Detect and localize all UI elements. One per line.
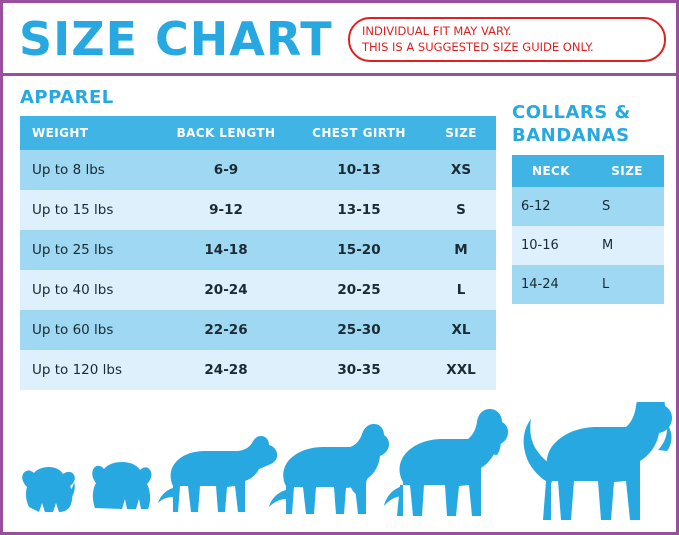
table-row bbox=[20, 270, 496, 310]
cell-back-length: 6-9 bbox=[160, 150, 292, 190]
table-row bbox=[20, 350, 496, 390]
cell-chest-girth: 20-25 bbox=[292, 270, 426, 310]
cell-size: XXL bbox=[426, 350, 496, 390]
table-row bbox=[512, 226, 664, 265]
disclaimer-text bbox=[362, 23, 662, 55]
cell-size: XS bbox=[426, 150, 496, 190]
cell-neck: 6-12 bbox=[512, 187, 590, 226]
table-row bbox=[20, 310, 496, 350]
table-row bbox=[20, 230, 496, 270]
cell-size: S bbox=[426, 190, 496, 230]
table-row bbox=[20, 150, 496, 190]
cell-back-length: 20-24 bbox=[160, 270, 292, 310]
column-header-size: SIZE bbox=[590, 155, 664, 187]
cell-chest-girth: 10-13 bbox=[292, 150, 426, 190]
table-row bbox=[512, 187, 664, 226]
header bbox=[3, 3, 676, 73]
table-header-row bbox=[20, 116, 496, 150]
column-header-neck: NECK bbox=[512, 155, 590, 187]
cell-weight: Up to 15 lbs bbox=[20, 190, 160, 230]
cell-neck: 14-24 bbox=[512, 265, 590, 304]
dog-silhouette-2 bbox=[92, 462, 151, 509]
table-row bbox=[20, 190, 496, 230]
cell-size: L bbox=[590, 265, 664, 304]
cell-back-length: 14-18 bbox=[160, 230, 292, 270]
column-header-weight: WEIGHT bbox=[20, 116, 160, 150]
cell-size: XL bbox=[426, 310, 496, 350]
collars-size-table bbox=[512, 155, 664, 304]
cell-weight: Up to 120 lbs bbox=[20, 350, 160, 390]
cell-chest-girth: 30-35 bbox=[292, 350, 426, 390]
table-row bbox=[512, 265, 664, 304]
apparel-size-table bbox=[20, 116, 496, 390]
dog-silhouette-6 bbox=[524, 402, 672, 520]
cell-weight: Up to 25 lbs bbox=[20, 230, 160, 270]
cell-chest-girth: 13-15 bbox=[292, 190, 426, 230]
cell-size: M bbox=[590, 226, 664, 265]
cell-neck: 10-16 bbox=[512, 226, 590, 265]
table-header-row bbox=[512, 155, 664, 187]
cell-chest-girth: 25-30 bbox=[292, 310, 426, 350]
header-divider bbox=[3, 73, 676, 76]
column-header-back-length: BACK LENGTH bbox=[160, 116, 292, 150]
page-title: SIZE CHART bbox=[19, 12, 333, 66]
cell-weight: Up to 40 lbs bbox=[20, 270, 160, 310]
column-header-chest-girth: CHEST GIRTH bbox=[292, 116, 426, 150]
dog-silhouette-3 bbox=[158, 436, 277, 512]
cell-size: L bbox=[426, 270, 496, 310]
cell-size: M bbox=[426, 230, 496, 270]
cell-weight: Up to 60 lbs bbox=[20, 310, 160, 350]
apparel-section-heading: APPAREL bbox=[20, 87, 114, 108]
cell-back-length: 22-26 bbox=[160, 310, 292, 350]
cell-weight: Up to 8 lbs bbox=[20, 150, 160, 190]
dog-silhouette-1 bbox=[22, 467, 75, 512]
dog-silhouette-4 bbox=[269, 424, 389, 514]
dog-silhouettes-illustration bbox=[3, 402, 679, 532]
disclaimer-line-1: INDIVIDUAL FIT MAY VARY. bbox=[362, 24, 512, 38]
cell-back-length: 9-12 bbox=[160, 190, 292, 230]
collars-heading-line-1: COLLARS & bbox=[512, 102, 631, 123]
column-header-size: SIZE bbox=[426, 116, 496, 150]
cell-size: S bbox=[590, 187, 664, 226]
cell-chest-girth: 15-20 bbox=[292, 230, 426, 270]
cell-back-length: 24-28 bbox=[160, 350, 292, 390]
collars-section-heading bbox=[512, 101, 672, 147]
collars-heading-line-2: BANDANAS bbox=[512, 125, 630, 146]
dog-silhouette-5 bbox=[384, 409, 508, 516]
disclaimer-line-2: THIS IS A SUGGESTED SIZE GUIDE ONLY. bbox=[362, 40, 594, 54]
